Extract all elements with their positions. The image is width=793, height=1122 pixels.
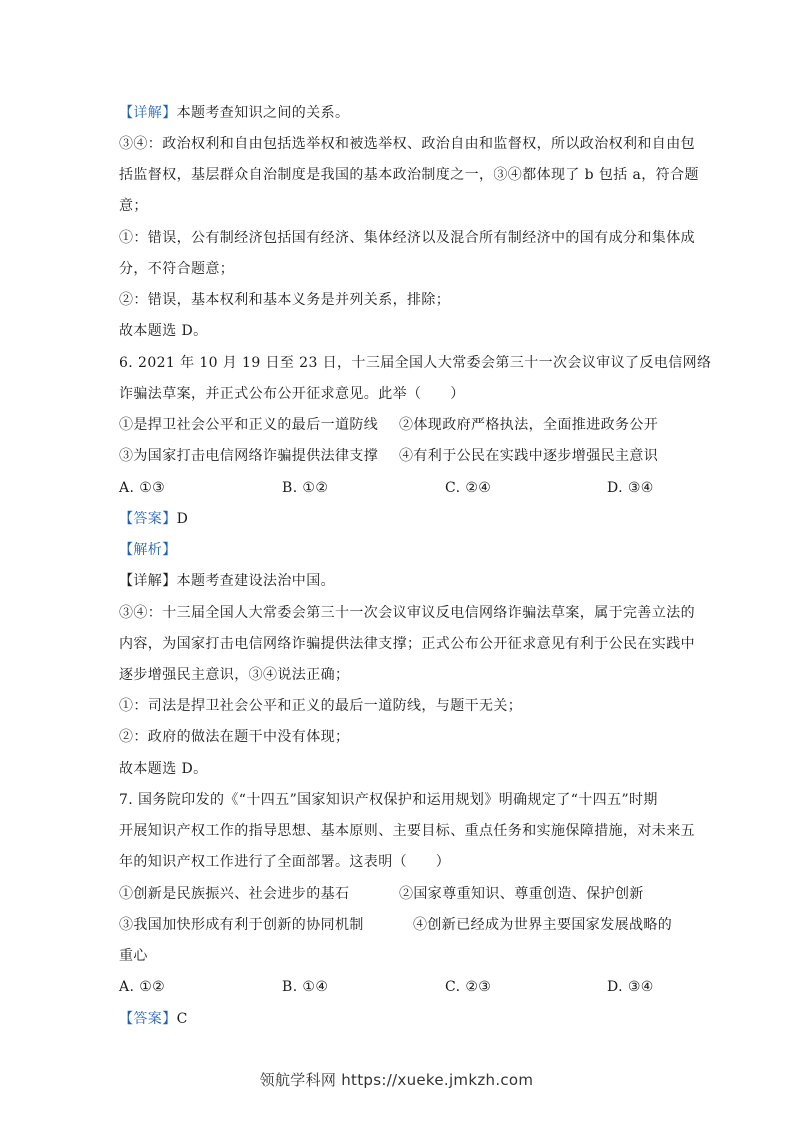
- q6-detail-line: 逐步增强民主意识，③④说法正确；: [119, 667, 350, 683]
- q6-answer: [119, 509, 188, 529]
- explain-line: ①：错误，公有制经济包括国有经济、集体经济以及混合所有制经济中的国有成分和集体成: [119, 230, 695, 246]
- analysis-tag: 【解析】: [119, 542, 177, 558]
- q6-item-1: ①是捍卫社会公平和正义的最后一道防线: [119, 417, 379, 433]
- q6-option-a: A. ①③: [119, 480, 166, 496]
- q7-stem: 7. 国务院印发的《“十四五”国家知识产权保护和运用规划》明确规定了“十四五”时期: [119, 792, 658, 808]
- answer-tag: 【答案】: [119, 511, 177, 527]
- q7-option-b: B. ①④: [282, 979, 329, 995]
- q6-item-3: ③为国家打击电信网络诈骗提供法律支撑: [119, 448, 379, 464]
- detail-text: 本题考查知识之间的关系。: [176, 105, 350, 121]
- q6-item-2: ②体现政府严格执法，全面推进政务公开: [399, 417, 659, 433]
- q6-detail-line: 故本题选 D。: [119, 761, 208, 777]
- q7-stem: 年的知识产权工作进行了全面部署。这表明（ ）: [119, 854, 451, 870]
- q6-detail-line: ②：政府的做法在题干中没有体现；: [119, 729, 350, 745]
- q6-detail-line: ③④：十三届全国人大常委会第三十一次会议审议反电信网络诈骗法草案，属于完善立法的: [119, 605, 695, 621]
- answer-value: C: [176, 1011, 188, 1027]
- explain-line: ②：错误，基本权利和基本义务是并列关系，排除；: [119, 292, 451, 308]
- q6-detail-line: ①：司法是捍卫社会公平和正义的最后一道防线，与题干无关；: [119, 698, 523, 714]
- q7-option-d: D. ③④: [607, 979, 654, 995]
- q6-option-b: B. ①②: [282, 480, 329, 496]
- q7-item-1: ①创新是民族振兴、社会进步的基石: [119, 886, 350, 902]
- answer-tag: 【答案】: [119, 1011, 177, 1027]
- q6-detail-heading: [119, 571, 335, 591]
- q6-stem: 诈骗法草案，并正式公布公开征求意见。此举（ ）: [119, 386, 465, 402]
- detail-tag: 【详解】: [119, 573, 177, 589]
- explain-heading: [119, 103, 349, 123]
- explain-line: 意；: [119, 198, 148, 214]
- answer-value: D: [176, 511, 189, 527]
- q6-detail-line: 内容，为国家打击电信网络诈骗提供法律支撑；正式公布公开征求意见有利于公民在实践中: [119, 636, 695, 652]
- explain-line: 故本题选 D。: [119, 323, 208, 339]
- q7-item-4-cont: 重心: [119, 948, 148, 964]
- detail-tag: 【详解】: [119, 105, 177, 121]
- q7-option-a: A. ①②: [119, 979, 166, 995]
- footer-watermark: 领航学科网 https://xueke.jmkzh.com: [259, 1071, 534, 1089]
- q6-option-d: D. ③④: [607, 480, 654, 496]
- q7-option-c: C. ②③: [445, 979, 492, 995]
- explain-line: 分，不符合题意；: [119, 261, 235, 277]
- q6-item-4: ④有利于公民在实践中逐步增强民主意识: [399, 448, 659, 464]
- q7-answer: [119, 1009, 188, 1029]
- q7-item-4: ④创新已经成为世界主要国家发展战略的: [413, 917, 673, 933]
- q6-stem: 6. 2021 年 10 月 19 日至 23 日，十三届全国人大常委会第三十一次会议审议了反电信网络: [119, 355, 712, 371]
- explain-line: ③④：政治权利和自由包括选举权和被选举权、政治自由和监督权，所以政治权利和自由包: [119, 136, 695, 152]
- q7-item-3: ③我国加快形成有利于创新的协同机制: [119, 917, 364, 933]
- explain-line: 括监督权，基层群众自治制度是我国的基本政治制度之一，③④都体现了 b 包括 a，符合题: [119, 167, 699, 183]
- detail-text: 本题考查建设法治中国。: [176, 573, 336, 589]
- q7-item-2: ②国家尊重知识、尊重创造、保护创新: [399, 886, 644, 902]
- q6-option-c: C. ②④: [445, 480, 492, 496]
- q7-stem: 开展知识产权工作的指导思想、基本原则、主要目标、重点任务和实施保障措施，对未来五: [119, 823, 695, 839]
- q6-analysis: [119, 540, 177, 560]
